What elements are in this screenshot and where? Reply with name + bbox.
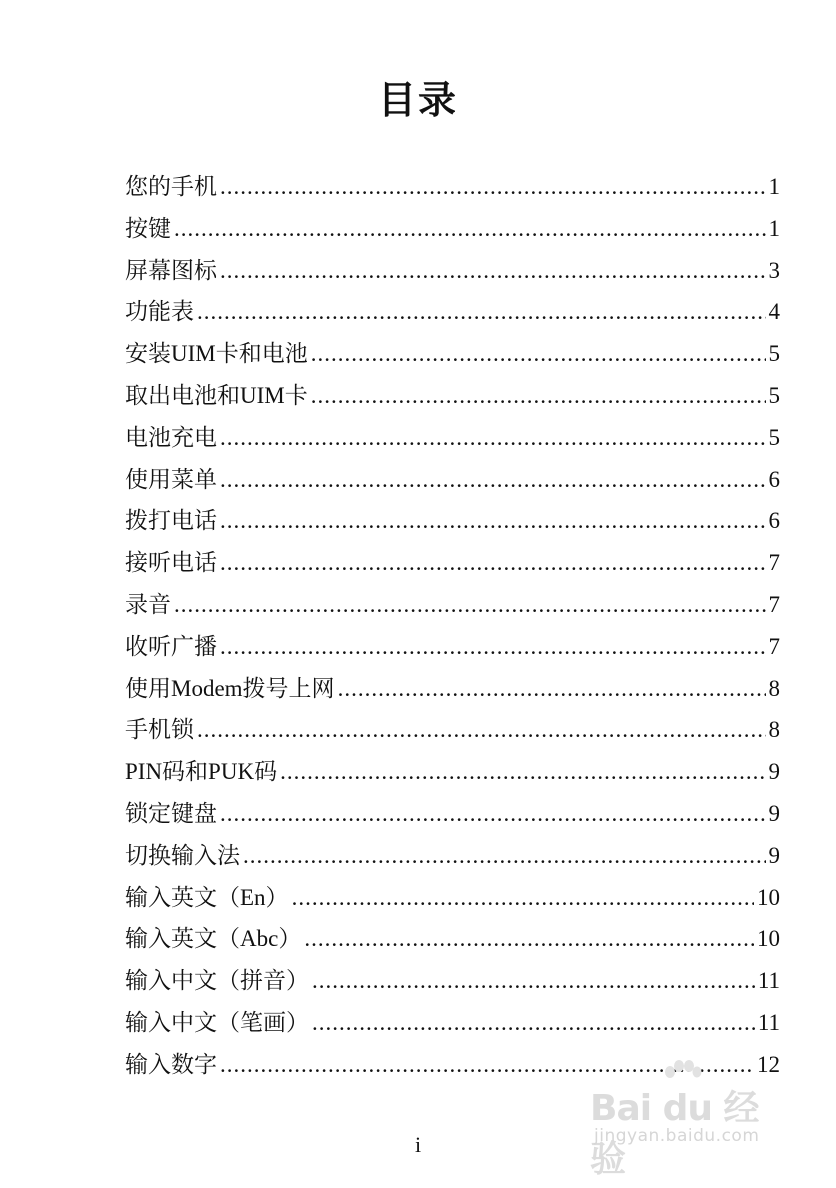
toc-entry-page: 5	[768, 424, 780, 450]
toc-entry-label: 取出电池和UIM卡	[125, 382, 308, 408]
toc-entry-label: 输入中文（拼音）	[125, 968, 309, 994]
page-number: i	[414, 1132, 422, 1157]
toc-entry-page: 5	[768, 341, 780, 367]
toc-entry-label: 使用菜单	[125, 466, 217, 492]
toc-dot-leader	[304, 918, 754, 960]
toc-entry-label: 输入英文（En）	[125, 884, 289, 910]
toc-entry-label: 电池充电	[125, 424, 217, 450]
toc-entry-label: 录音	[125, 591, 171, 617]
toc-entry-label: 屏幕图标	[125, 257, 217, 283]
toc-entry-page: 1	[768, 215, 780, 241]
toc-entry[interactable]	[125, 333, 780, 375]
toc-entry[interactable]	[125, 793, 780, 835]
toc-entry-label: PIN码和PUK码	[125, 759, 278, 785]
toc-entry-label: 安装UIM卡和电池	[125, 341, 308, 367]
toc-dot-leader	[243, 835, 766, 877]
toc-entry-page: 9	[768, 842, 780, 868]
toc-entry-page: 10	[757, 926, 780, 952]
toc-entry[interactable]	[125, 208, 780, 250]
toc-entry[interactable]	[125, 375, 780, 417]
toc-dot-leader	[311, 375, 766, 417]
toc-dot-leader	[280, 751, 765, 793]
toc-entry-label: 输入英文（Abc）	[125, 926, 302, 952]
toc-entry-page: 1	[768, 174, 780, 199]
toc-entry[interactable]	[125, 584, 780, 626]
toc-entry-page: 9	[768, 759, 780, 785]
toc-dot-leader	[174, 584, 766, 626]
toc-entry-label: 拨打电话	[125, 508, 217, 534]
toc-entry-label: 您的手机	[125, 174, 217, 199]
table-of-contents	[125, 166, 780, 1086]
toc-entry[interactable]	[125, 918, 780, 960]
toc-entry-page: 5	[768, 382, 780, 408]
toc-dot-leader	[220, 459, 766, 501]
toc-entry-label: 锁定键盘	[125, 800, 217, 826]
toc-dot-leader	[197, 291, 766, 333]
watermark-url: jingyan.baidu.com	[594, 1126, 760, 1146]
toc-entry[interactable]	[125, 459, 780, 501]
toc-entry[interactable]	[125, 668, 780, 710]
watermark-logo: Bai du 经验	[590, 1088, 759, 1180]
page-title: 目录	[377, 78, 458, 122]
toc-entry-label: 接听电话	[125, 550, 217, 576]
toc-entry-page: 4	[768, 299, 780, 325]
toc-dot-leader	[312, 1002, 755, 1044]
toc-entry-label: 收听广播	[125, 633, 217, 659]
toc-entry[interactable]	[125, 291, 780, 333]
toc-entry[interactable]	[125, 960, 780, 1002]
toc-entry-label: 按键	[125, 215, 171, 241]
toc-entry-page: 7	[768, 633, 780, 659]
toc-entry-label: 功能表	[125, 299, 194, 325]
toc-entry[interactable]	[125, 877, 780, 919]
toc-dot-leader	[220, 166, 766, 208]
toc-entry-page: 8	[768, 717, 780, 743]
toc-dot-leader	[292, 877, 754, 919]
toc-dot-leader	[311, 333, 766, 375]
toc-entry-label: 输入中文（笔画）	[125, 1009, 309, 1035]
toc-entry[interactable]	[125, 250, 780, 292]
toc-entry[interactable]	[125, 1002, 780, 1044]
toc-entry-label: 使用Modem拨号上网	[125, 675, 335, 701]
toc-entry[interactable]	[125, 417, 780, 459]
toc-entry-page: 9	[768, 800, 780, 826]
toc-entry-page: 11	[757, 968, 780, 994]
toc-entry-page: 8	[768, 675, 780, 701]
toc-entry-page: 10	[757, 884, 780, 910]
toc-entry-label: 手机锁	[125, 717, 194, 743]
toc-entry[interactable]	[125, 835, 780, 877]
toc-dot-leader	[338, 668, 766, 710]
toc-dot-leader	[220, 626, 766, 668]
toc-dot-leader	[220, 417, 766, 459]
toc-entry[interactable]	[125, 542, 780, 584]
toc-entry-page: 11	[757, 1009, 780, 1035]
toc-dot-leader	[220, 542, 766, 584]
toc-entry[interactable]	[125, 166, 780, 208]
toc-dot-leader	[312, 960, 755, 1002]
toc-dot-leader	[220, 500, 766, 542]
toc-dot-leader	[220, 250, 766, 292]
toc-entry[interactable]	[125, 500, 780, 542]
toc-entry[interactable]	[125, 709, 780, 751]
toc-dot-leader	[174, 208, 766, 250]
toc-entry[interactable]	[125, 626, 780, 668]
toc-entry-page: 6	[768, 508, 780, 534]
toc-entry-page: 3	[768, 257, 780, 283]
toc-entry-page: 7	[768, 550, 780, 576]
toc-entry-page: 12	[757, 1051, 780, 1077]
toc-entry-label: 切换输入法	[125, 842, 240, 868]
toc-entry-page: 6	[768, 466, 780, 492]
toc-dot-leader	[197, 709, 766, 751]
toc-entry-label: 输入数字	[125, 1051, 217, 1077]
toc-dot-leader	[220, 793, 766, 835]
toc-entry[interactable]	[125, 751, 780, 793]
toc-entry-page: 7	[768, 591, 780, 617]
